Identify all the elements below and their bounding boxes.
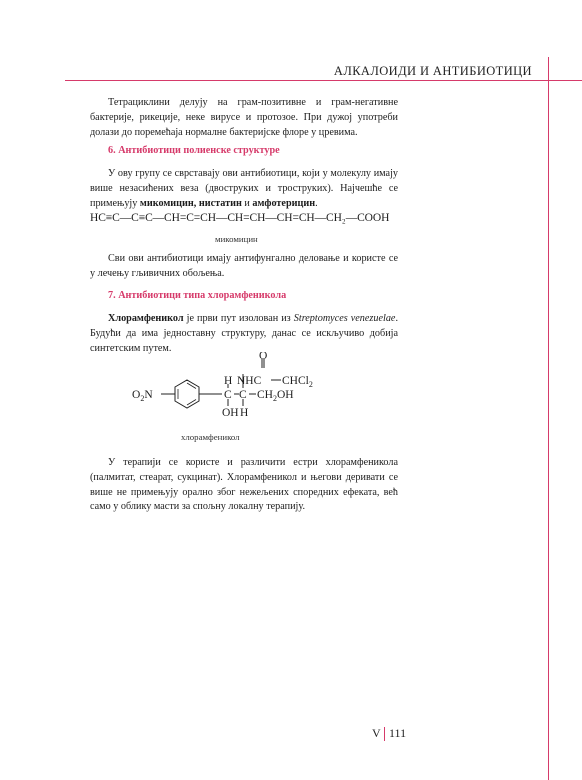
header-rule	[65, 80, 582, 81]
italic-streptomyces: Streptomyces venezuelae	[293, 313, 396, 324]
paragraph-polyene	[90, 167, 398, 211]
structure-o2n-o: O	[132, 389, 141, 401]
paragraph-tetracycline	[90, 96, 398, 140]
structure-nhc: NHC	[237, 375, 262, 387]
structure-carbon-1: C	[224, 389, 232, 401]
heading-chloramphenicol: 7. Антибиотици типа хлорамфеникола	[108, 290, 287, 301]
structure-ch2oh-oh: OH	[276, 389, 294, 401]
paragraph-antifungal	[90, 252, 398, 282]
paragraph-polyene-conj: и	[241, 197, 253, 209]
structure-chcl2	[282, 375, 313, 389]
margin-rule	[548, 57, 549, 780]
paragraph-polyene-end: .	[315, 197, 318, 209]
structure-ch2oh-ch: CH	[257, 389, 273, 401]
structure-oh: OH	[222, 407, 239, 419]
mycomycin-formula: HC≡C—C≡C—CH=C=CH—CH=CH—CH=CH—CH₂—COOH	[90, 212, 390, 224]
paragraph-chloramphenicol-text-2: . Будући да има једноставну структуру, данас се искључиво добија синтетским путем.	[90, 313, 398, 354]
structure-chcl2-subscript: 2	[308, 380, 313, 389]
paragraph-chloramphenicol	[90, 312, 398, 356]
structure-ch2oh-subscript: 2	[272, 394, 277, 403]
page-number-separator	[384, 727, 385, 741]
paragraph-chloramphenicol-text-1: је први пут изолован из	[183, 313, 294, 324]
structure-chcl: CHCl	[282, 375, 309, 387]
paragraph-antifungal-text: Сви ови антибиотици имају антифунгално деловање и користе се у лечењу гљивичних обољења.	[90, 253, 398, 279]
paragraph-polyene-text: У ову групу се сврставају ови антибиотици, који у молекулу имају више незасићених веза (двоструких и троструких). Најчешће се примењују	[90, 168, 398, 209]
header-title: АЛКАЛОИДИ И АНТИБИОТИЦИ	[333, 64, 532, 78]
bold-mycomycin-nystatin: микомицин, нистатин	[139, 197, 242, 209]
structure-carbon-2: C	[239, 389, 247, 401]
chloramphenicol-caption: хлорамфеникол	[181, 432, 240, 442]
heading-polyene: 6. Антибиотици полиенске структуре	[108, 145, 280, 156]
structure-oxygen: O	[259, 352, 268, 362]
mycomycin-caption: микомицин	[215, 234, 258, 244]
bold-amphotericin: амфотерицин	[252, 197, 316, 209]
benzene-ring	[175, 380, 199, 408]
structure-h-top: H	[224, 375, 233, 387]
structure-ch2oh	[257, 389, 294, 403]
paragraph-therapy-text: У терапији се користе и различити естри хлорамфеникола (палмитат, стеарат, сукцинат). Хлорамфеникол и његови деривати се више не примењују орално због нежељених споредних ефеката, већ само у облику масти за спољну локалну терапију.	[90, 457, 398, 513]
paragraph-therapy	[90, 456, 398, 515]
paragraph-tetracycline-text: Тетрациклини делују на грам-позитивне и грам-негативне бактерије, рикеције, неке вирусе и протозое. При дужој употреби долази до поремећаја нормалне бактеријске флоре у цревима.	[90, 97, 398, 138]
structure-o2n-n: N	[144, 389, 153, 401]
page-number: 111	[389, 726, 407, 740]
page-section: V	[372, 726, 381, 740]
structure-o2n-subscript: 2	[140, 394, 145, 403]
chloramphenicol-structure	[125, 352, 325, 432]
structure-h-bottom: H	[240, 407, 249, 419]
bold-chloramphenicol: Хлорамфеникол	[108, 313, 184, 324]
structure-o2n	[132, 389, 153, 403]
